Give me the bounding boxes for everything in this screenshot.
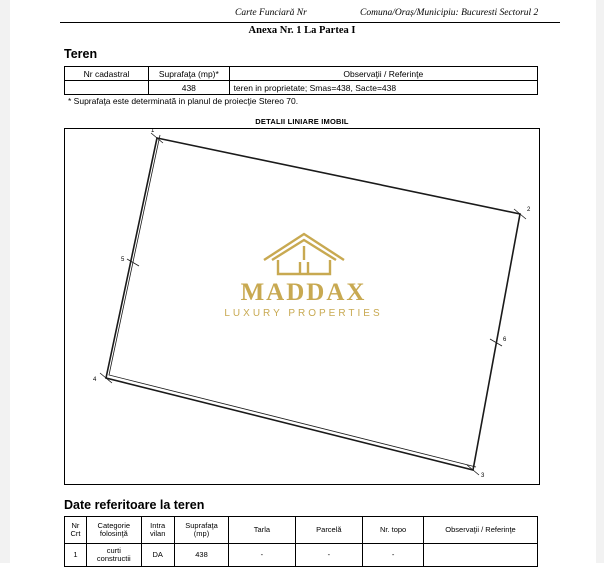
page-right-margin [596,0,604,563]
column-header-tarla: Tarla [229,517,295,544]
suprafata-note: * Suprafaţa este determinată in planul de proiecţie Stereo 70. [68,96,299,106]
vertex-label-5: 5 [121,257,125,263]
column-header-nr-cadastral: Nr cadastral [65,67,149,81]
cell-suprafata: 438 [174,544,229,567]
section-title-teren: Teren [64,47,98,61]
header-divider [60,22,560,23]
column-header-observatii: Observaţii / Referinţe [424,517,538,544]
cell-suprafata: 438 [149,81,229,95]
watermark-tagline: LUXURY PROPERTIES [224,308,383,319]
cell-categorie: curti constructii [86,544,141,567]
column-header-intravilan: Intra vilan [141,517,174,544]
watermark-brand: MADDAX [240,279,367,306]
table-row [65,544,538,567]
carte-funciara-label: Carte Funciară Nr [235,8,307,18]
parcel-boundary [106,138,520,470]
vertex-label-2: 2 [527,207,531,213]
cell-observatii [424,544,538,567]
cell-observatii: teren in proprietate; Smas=438, Sacte=438 [229,81,537,95]
cell-nr-cadastral [65,81,149,95]
date-teren-table [64,516,538,567]
cell-nr-crt: 1 [65,544,87,567]
vertex-ticks [100,133,526,475]
cell-nr-topo: - [363,544,424,567]
vertex-label-4: 4 [93,377,97,383]
anexa-title: Anexa Nr. 1 La Partea I [248,25,356,36]
table-header-row [65,67,538,81]
vertex-label-3: 3 [481,473,485,479]
table-row [65,81,538,95]
page-left-margin [0,0,10,563]
plan-caption: DETALII LINIARE IMOBIL [255,117,349,126]
cell-tarla: - [229,544,295,567]
cell-parcela: - [295,544,363,567]
section-title-date-teren: Date referitoare la teren [64,498,205,512]
column-header-observatii: Observaţii / Referinţe [229,67,537,81]
column-header-nr-topo: Nr. topo [363,517,424,544]
column-header-suprafata: Suprafaţa (mp)* [149,67,229,81]
teren-table [64,66,538,95]
cadastral-plan [64,128,540,485]
vertex-label-6: 6 [503,337,507,343]
table-header-row [65,517,538,544]
vertex-label-1: 1 [151,129,155,134]
column-header-categorie: Categorie folosinţă [86,517,141,544]
parcel-drawing [65,129,539,484]
column-header-nr-crt: Nr Crt [65,517,87,544]
comuna-label: Comuna/Oraș/Municipiu: Bucuresti Sectorul 2 [360,8,539,18]
parcel-boundary-inner [109,135,476,467]
column-header-suprafata: Suprafaţa (mp) [174,517,229,544]
cell-intravilan: DA [141,544,174,567]
column-header-parcela: Parcelă [295,517,363,544]
